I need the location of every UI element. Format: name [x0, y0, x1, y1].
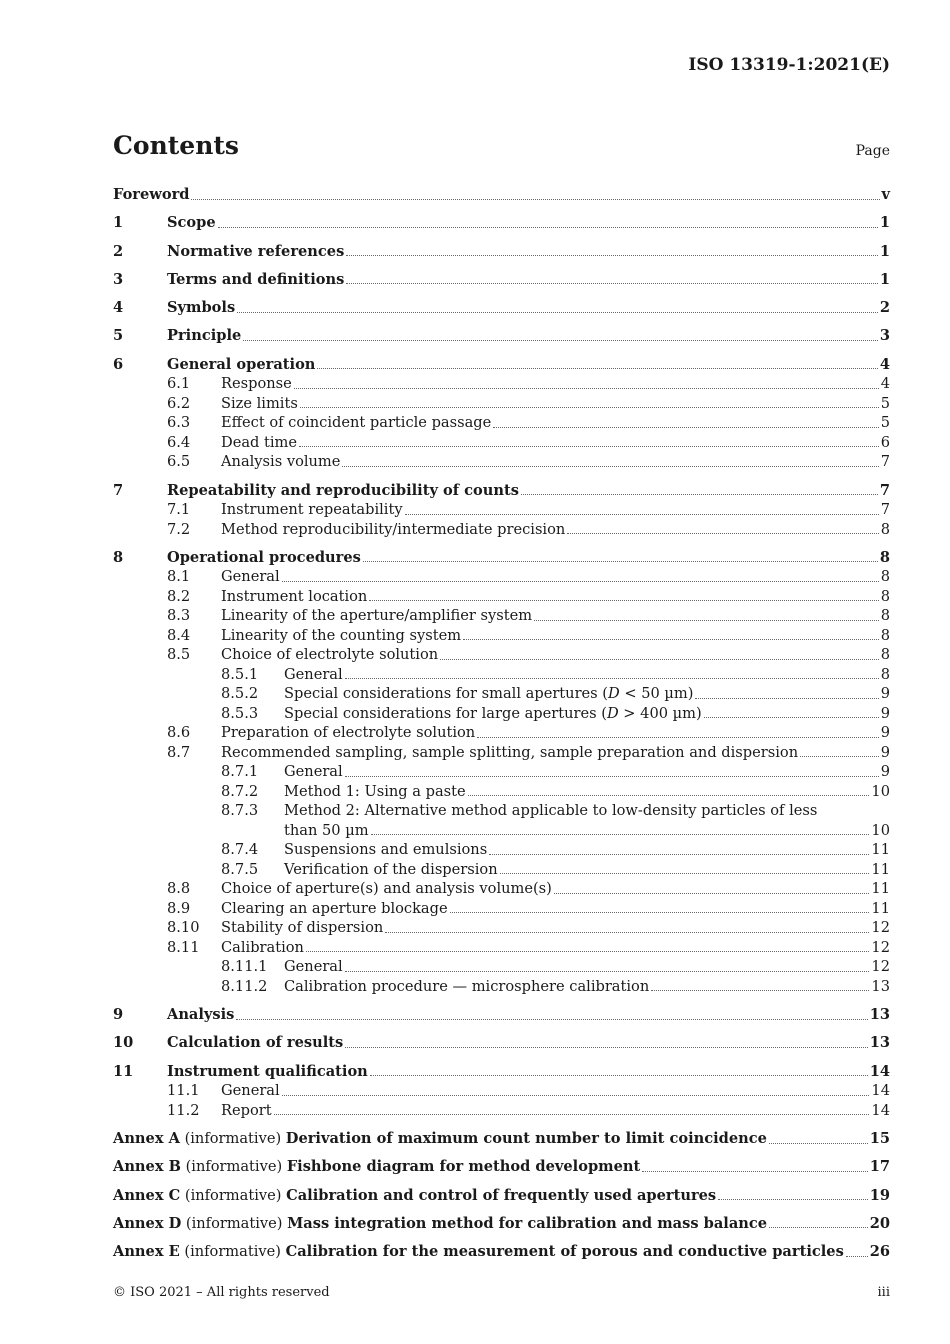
toc-number: 8.7.1 — [221, 763, 259, 781]
toc-number: 11.2 — [167, 1101, 200, 1119]
contents-title: Contents — [113, 131, 240, 160]
toc-page: 2 — [879, 299, 890, 317]
annex-type: (informative) — [181, 1214, 288, 1232]
toc-number: 11.1 — [167, 1082, 200, 1100]
dot-leader — [237, 312, 878, 313]
toc-number: 7.2 — [167, 520, 191, 538]
dot-leader — [385, 932, 869, 933]
toc-entry-8-7-2[interactable] — [113, 782, 890, 802]
toc-title-part: Special considerations for large apertures ( — [284, 704, 607, 722]
variable-d: D — [608, 685, 620, 703]
dot-leader — [294, 388, 879, 389]
dot-leader — [489, 854, 869, 855]
toc-title: Scope — [167, 214, 216, 232]
toc-title: Preparation of electrolyte solution — [221, 724, 476, 742]
dot-leader — [306, 951, 869, 952]
toc-page: 11 — [871, 899, 890, 917]
toc-title: Analysis — [167, 1006, 235, 1024]
dot-leader — [371, 834, 870, 835]
dot-leader — [500, 873, 870, 874]
toc-entry-8-5-1[interactable] — [113, 665, 890, 685]
toc-entry-6[interactable] — [113, 355, 890, 375]
toc-title: Calibration — [221, 938, 304, 956]
toc-title: Recommended sampling, sample splitting, sample preparation and dispersion — [221, 743, 799, 761]
toc-title: Effect of coincident particle passage — [221, 414, 492, 432]
toc-number: 6.1 — [167, 375, 191, 393]
dot-leader — [450, 912, 870, 913]
annex-title: Fishbone diagram for method development — [286, 1158, 641, 1176]
toc-page: 8 — [880, 568, 890, 586]
toc-entry-6-3[interactable] — [113, 413, 890, 433]
toc-number: 8 — [113, 548, 124, 566]
toc-title: General — [284, 763, 343, 781]
dot-leader — [718, 1199, 868, 1200]
toc-title: Response — [221, 375, 292, 393]
toc-entry-8-10[interactable] — [113, 918, 890, 938]
annex-type: (informative) — [180, 1158, 287, 1176]
toc-entry-7-2[interactable] — [113, 520, 890, 540]
toc-number: 8.5.3 — [221, 704, 259, 722]
toc-entry-6-2[interactable] — [113, 394, 890, 414]
toc-number: 6.3 — [167, 414, 191, 432]
document-id: ISO 13319-1:2021(E) — [688, 55, 890, 75]
toc-entry-foreword[interactable] — [113, 185, 890, 205]
toc-title: Principle — [167, 327, 242, 345]
toc-entry-annex-a[interactable] — [113, 1129, 890, 1149]
toc-title: Operational procedures — [167, 548, 361, 566]
dot-leader — [345, 776, 879, 777]
toc-number: 8.5 — [167, 646, 191, 664]
toc-number: 11 — [113, 1062, 134, 1080]
toc-entry-8-7-3-continued[interactable] — [113, 821, 890, 841]
toc-number: 6.2 — [167, 394, 191, 412]
toc-entry-7[interactable] — [113, 481, 890, 501]
toc-title — [113, 1157, 640, 1177]
toc-number: 7 — [113, 481, 124, 499]
toc-title: Instrument location — [221, 587, 368, 605]
dot-leader — [704, 717, 879, 718]
toc-page: 12 — [871, 919, 890, 937]
dot-leader — [534, 620, 879, 621]
toc-page: 17 — [869, 1158, 890, 1176]
toc-title: Instrument qualification — [167, 1062, 368, 1080]
toc-page: v — [881, 186, 890, 203]
dot-leader — [282, 581, 879, 582]
toc-title — [113, 1129, 767, 1149]
toc-title: Instrument repeatability — [221, 501, 403, 519]
dot-leader — [317, 368, 877, 369]
toc-page: 14 — [869, 1062, 890, 1080]
toc-page: 9 — [880, 704, 890, 722]
toc-number: 8.4 — [167, 626, 191, 644]
toc-page: 5 — [880, 394, 890, 412]
toc-entry-annex-e[interactable] — [113, 1242, 890, 1262]
annex-title: Calibration for the measurement of porous and conductive particles — [285, 1243, 844, 1261]
toc-entry-8-1[interactable] — [113, 567, 890, 587]
dot-leader — [493, 427, 878, 428]
toc-title: Clearing an aperture blockage — [221, 899, 448, 917]
toc-page: 14 — [871, 1101, 890, 1119]
dot-leader — [769, 1227, 868, 1228]
toc-title — [113, 1214, 767, 1234]
toc-number: 6.5 — [167, 453, 191, 471]
toc-page: 7 — [880, 501, 890, 519]
toc-title: Choice of aperture(s) and analysis volume(s) — [221, 880, 552, 898]
toc-entry-8-5-2[interactable] — [113, 684, 890, 704]
toc-page: 8 — [880, 587, 890, 605]
toc-page: 11 — [871, 880, 890, 898]
toc-entry-annex-c[interactable] — [113, 1186, 890, 1206]
dot-leader — [554, 893, 870, 894]
toc-number: 6 — [113, 355, 124, 373]
toc-page: 8 — [880, 520, 890, 538]
toc-entry-8-4[interactable] — [113, 626, 890, 646]
toc-page: 11 — [871, 841, 890, 859]
dot-leader — [300, 407, 879, 408]
toc-page: 15 — [869, 1130, 890, 1148]
toc-number: 8.1 — [167, 568, 191, 586]
toc-title: Method 1: Using a paste — [284, 782, 466, 800]
toc-page: 8 — [879, 548, 890, 566]
toc-page: 13 — [871, 977, 890, 995]
annex-key: Annex B — [113, 1158, 181, 1176]
toc-number: 8.9 — [167, 899, 191, 917]
toc-entry-8-6[interactable] — [113, 723, 890, 743]
dot-leader — [477, 737, 879, 738]
toc-entry-8-11-2[interactable] — [113, 977, 890, 997]
annex-title: Mass integration method for calibration and mass balance — [287, 1214, 768, 1232]
toc-entry-8-7[interactable] — [113, 743, 890, 763]
annex-key: Annex E — [113, 1243, 180, 1261]
table-of-contents — [113, 185, 890, 1262]
toc-number: 9 — [113, 1006, 124, 1024]
toc-entry-11-1[interactable] — [113, 1081, 890, 1101]
toc-page: 9 — [880, 763, 890, 781]
toc-entry-8-3[interactable] — [113, 606, 890, 626]
toc-entry-6-1[interactable] — [113, 374, 890, 394]
toc-title: Foreword — [113, 186, 190, 203]
toc-entry-5[interactable] — [113, 326, 890, 346]
toc-title: Analysis volume — [221, 453, 341, 471]
toc-entry-8-2[interactable] — [113, 587, 890, 607]
toc-number: 8.11 — [167, 938, 200, 956]
toc-entry-8-7-3[interactable] — [113, 801, 890, 821]
annex-title: Calibration and control of frequently used apertures — [286, 1186, 717, 1204]
dot-leader — [846, 1256, 868, 1257]
toc-number: 8.8 — [167, 880, 191, 898]
toc-number: 8.7 — [167, 743, 191, 761]
toc-number: 8.7.2 — [221, 782, 259, 800]
dot-leader — [369, 600, 878, 601]
toc-page: 1 — [879, 270, 890, 288]
toc-title: Method 2: Alternative method applicable to low-density particles of less — [284, 802, 818, 820]
dot-leader — [346, 255, 878, 256]
toc-title: Linearity of the aperture/amplifier system — [221, 607, 533, 625]
toc-page: 13 — [869, 1034, 890, 1052]
toc-title: Symbols — [167, 299, 236, 317]
toc-number: 8.11.1 — [221, 958, 268, 976]
toc-entry-6-5[interactable] — [113, 452, 890, 472]
toc-page: 12 — [871, 958, 890, 976]
toc-title: Report — [221, 1101, 272, 1119]
dot-leader — [440, 659, 879, 660]
dot-leader — [463, 639, 879, 640]
toc-entry-annex-b[interactable] — [113, 1157, 890, 1177]
toc-title: General — [221, 568, 280, 586]
toc-title-part: < 50 µm) — [619, 685, 694, 703]
toc-title: General — [284, 665, 343, 683]
toc-page: 7 — [879, 481, 890, 499]
toc-title: General operation — [167, 355, 316, 373]
toc-entry-4[interactable] — [113, 298, 890, 318]
toc-title: than 50 µm — [284, 821, 369, 839]
dot-leader — [651, 990, 869, 991]
toc-entry-11[interactable] — [113, 1062, 890, 1082]
toc-entry-6-4[interactable] — [113, 433, 890, 453]
toc-entry-2[interactable] — [113, 242, 890, 262]
toc-page: 11 — [871, 860, 890, 878]
dot-leader — [345, 1047, 867, 1048]
toc-page: 1 — [879, 214, 890, 232]
toc-entry-8-11-1[interactable] — [113, 957, 890, 977]
toc-entry-8[interactable] — [113, 548, 890, 568]
copyright-notice: © ISO 2021 – All rights reserved — [113, 1285, 330, 1300]
annex-type: (informative) — [180, 1186, 287, 1204]
toc-title: Verification of the dispersion — [284, 860, 498, 878]
toc-entry-8-5[interactable] — [113, 645, 890, 665]
toc-number: 8.3 — [167, 607, 191, 625]
dot-leader — [370, 1075, 868, 1076]
toc-title: Stability of dispersion — [221, 919, 384, 937]
dot-leader — [243, 340, 878, 341]
toc-title — [113, 1242, 844, 1262]
toc-page: 6 — [880, 433, 890, 451]
dot-leader — [345, 678, 879, 679]
toc-page: 9 — [880, 724, 890, 742]
toc-title: Normative references — [167, 242, 345, 260]
toc-title: Method reproducibility/intermediate precision — [221, 520, 566, 538]
toc-page: 8 — [880, 607, 890, 625]
toc-entry-8-7-1[interactable] — [113, 762, 890, 782]
toc-page: 19 — [869, 1186, 890, 1204]
toc-entry-8-11[interactable] — [113, 938, 890, 958]
annex-key: Annex D — [113, 1214, 182, 1232]
toc-number: 1 — [113, 214, 124, 232]
toc-title: Suspensions and emulsions — [284, 841, 488, 859]
toc-page: 26 — [869, 1243, 890, 1261]
toc-title: Terms and definitions — [167, 270, 345, 288]
dot-leader — [800, 756, 879, 757]
dot-leader — [282, 1095, 870, 1096]
toc-entry-3[interactable] — [113, 270, 890, 290]
toc-entry-annex-d[interactable] — [113, 1214, 890, 1234]
toc-number: 8.11.2 — [221, 977, 268, 995]
annex-key: Annex C — [113, 1186, 181, 1204]
toc-title: Size limits — [221, 394, 298, 412]
toc-title: Dead time — [221, 433, 298, 451]
toc-entry-7-1[interactable] — [113, 500, 890, 520]
toc-page: 9 — [880, 685, 890, 703]
annex-title: Derivation of maximum count number to limit coincidence — [285, 1130, 767, 1148]
dot-leader — [274, 1114, 870, 1115]
toc-number: 8.5.1 — [221, 665, 259, 683]
toc-entry-11-2[interactable] — [113, 1101, 890, 1121]
toc-page: 5 — [880, 414, 890, 432]
dot-leader — [642, 1171, 867, 1172]
annex-key: Annex A — [113, 1130, 180, 1148]
toc-page: 8 — [880, 665, 890, 683]
toc-entry-8-9[interactable] — [113, 899, 890, 919]
dot-leader — [363, 561, 878, 562]
toc-page: 10 — [871, 821, 890, 839]
toc-number: 6.4 — [167, 433, 191, 451]
toc-page: 4 — [879, 355, 890, 373]
toc-page: 4 — [880, 375, 890, 393]
toc-number: 4 — [113, 299, 124, 317]
toc-number: 2 — [113, 242, 124, 260]
toc-page: 10 — [871, 782, 890, 800]
toc-title: Choice of electrolyte solution — [221, 646, 439, 664]
toc-title-part: > 400 µm) — [618, 704, 702, 722]
toc-title: Linearity of the counting system — [221, 626, 462, 644]
toc-entry-8-7-4[interactable] — [113, 840, 890, 860]
dot-leader — [521, 494, 878, 495]
toc-title: Calculation of results — [167, 1034, 344, 1052]
toc-page: 3 — [879, 327, 890, 345]
toc-title: General — [221, 1082, 280, 1100]
toc-number: 8.7.5 — [221, 860, 259, 878]
dot-leader — [567, 533, 878, 534]
toc-entry-8-7-5[interactable] — [113, 860, 890, 880]
toc-number: 10 — [113, 1034, 134, 1052]
toc-entry-8-5-3[interactable] — [113, 704, 890, 724]
dot-leader — [345, 971, 870, 972]
toc-title — [113, 1186, 716, 1206]
toc-title: Repeatability and reproducibility of counts — [167, 481, 519, 499]
annex-type: (informative) — [179, 1243, 286, 1261]
dot-leader — [299, 446, 879, 447]
toc-number: 3 — [113, 270, 124, 288]
dot-leader — [236, 1019, 867, 1020]
toc-entry-1[interactable] — [113, 213, 890, 233]
dot-leader — [405, 514, 879, 515]
toc-entry-9[interactable] — [113, 1005, 890, 1025]
toc-entry-10[interactable] — [113, 1033, 890, 1053]
toc-page: 1 — [879, 242, 890, 260]
toc-page: 12 — [871, 938, 890, 956]
toc-title-part: Special considerations for small apertures ( — [284, 685, 608, 703]
toc-page: 7 — [880, 453, 890, 471]
dot-leader — [769, 1143, 868, 1144]
dot-leader — [191, 199, 879, 200]
dot-leader — [218, 227, 878, 228]
toc-page: 13 — [869, 1006, 890, 1024]
toc-number: 8.2 — [167, 587, 191, 605]
dot-leader — [342, 466, 878, 467]
toc-entry-8-8[interactable] — [113, 879, 890, 899]
dot-leader — [695, 698, 878, 699]
dot-leader — [346, 283, 877, 284]
dot-leader — [468, 795, 870, 796]
toc-number: 8.10 — [167, 919, 200, 937]
toc-number: 7.1 — [167, 501, 191, 519]
toc-page: 14 — [871, 1082, 890, 1100]
page-column-label: Page — [855, 143, 890, 159]
toc-number: 8.7.3 — [221, 802, 259, 820]
toc-number: 8.5.2 — [221, 685, 259, 703]
toc-title — [284, 704, 702, 724]
toc-page: 20 — [869, 1214, 890, 1232]
page-number: iii — [877, 1285, 890, 1300]
toc-page: 9 — [880, 743, 890, 761]
variable-d: D — [606, 704, 619, 722]
toc-page: 8 — [880, 626, 890, 644]
toc-number: 5 — [113, 327, 124, 345]
toc-title: Calibration procedure — microsphere calibration — [284, 977, 650, 995]
toc-page: 8 — [880, 646, 890, 664]
annex-type: (informative) — [179, 1130, 286, 1148]
toc-number: 8.6 — [167, 724, 191, 742]
toc-number: 8.7.4 — [221, 841, 259, 859]
toc-title — [284, 684, 693, 704]
toc-title: General — [284, 958, 343, 976]
